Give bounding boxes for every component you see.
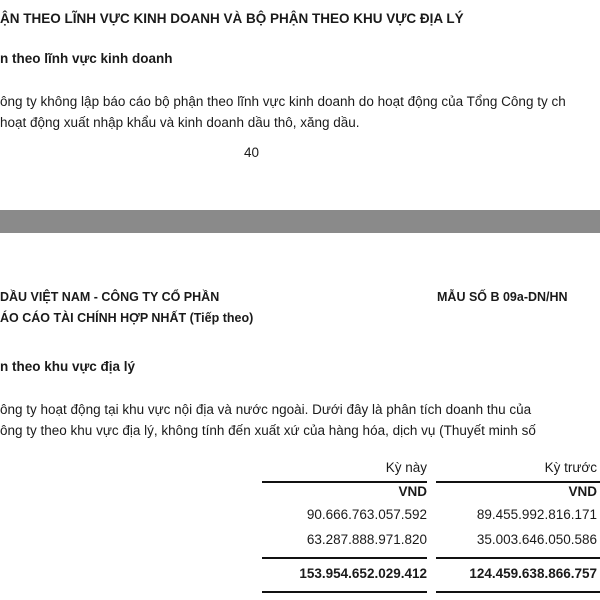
rule [262,557,427,559]
rule [262,481,427,483]
column-header-previous: Kỳ trước [544,460,597,475]
column-header-current: Kỳ này [385,460,427,475]
total-cell: 153.954.652.029.412 [299,566,427,581]
rule [262,591,427,593]
unit-label: VND [398,484,427,499]
table-cell: 89.455.992.816.171 [476,507,597,522]
rule [436,591,600,593]
subheading-business-segment: n theo lĩnh vực kinh doanh [0,51,173,66]
subheading-geographic-segment: n theo khu vực địa lý [0,359,136,374]
table-cell: 90.666.763.057.592 [306,507,427,522]
rule [436,481,600,483]
form-number: MẪU SỐ B 09a-DN/HN [437,290,568,304]
company-name: DẦU VIỆT NAM - CÔNG TY CỔ PHẦN [0,290,220,304]
total-cell: 124.459.638.866.757 [469,566,597,581]
paragraph-line: ông ty không lập báo cáo bộ phận theo lĩnh vực kinh doanh do hoạt động của Tổng Công ty ch [0,94,566,109]
section-heading: ẬN THEO LĨNH VỰC KINH DOANH VÀ BỘ PHẬN THEO KHU VỰC ĐỊA LÝ [0,11,464,26]
paragraph-line: ông ty hoạt động tại khu vực nội địa và nước ngoài. Dưới đây là phân tích doanh thu của [0,402,532,417]
page-separator [0,210,600,233]
unit-label: VND [568,484,597,499]
table-cell: 63.287.888.971.820 [306,532,427,547]
report-title: ÁO CÁO TÀI CHÍNH HỢP NHẤT (Tiếp theo) [0,311,254,325]
paragraph-line: ông ty theo khu vực địa lý, không tính đến xuất xứ của hàng hóa, dịch vụ (Thuyết minh số [0,423,536,438]
rule [436,557,600,559]
table-cell: 35.003.646.050.586 [476,532,597,547]
paragraph-line: hoạt động xuất nhập khẩu và kinh doanh dầu thô, xăng dầu. [0,115,360,130]
page-number: 40 [244,145,260,160]
